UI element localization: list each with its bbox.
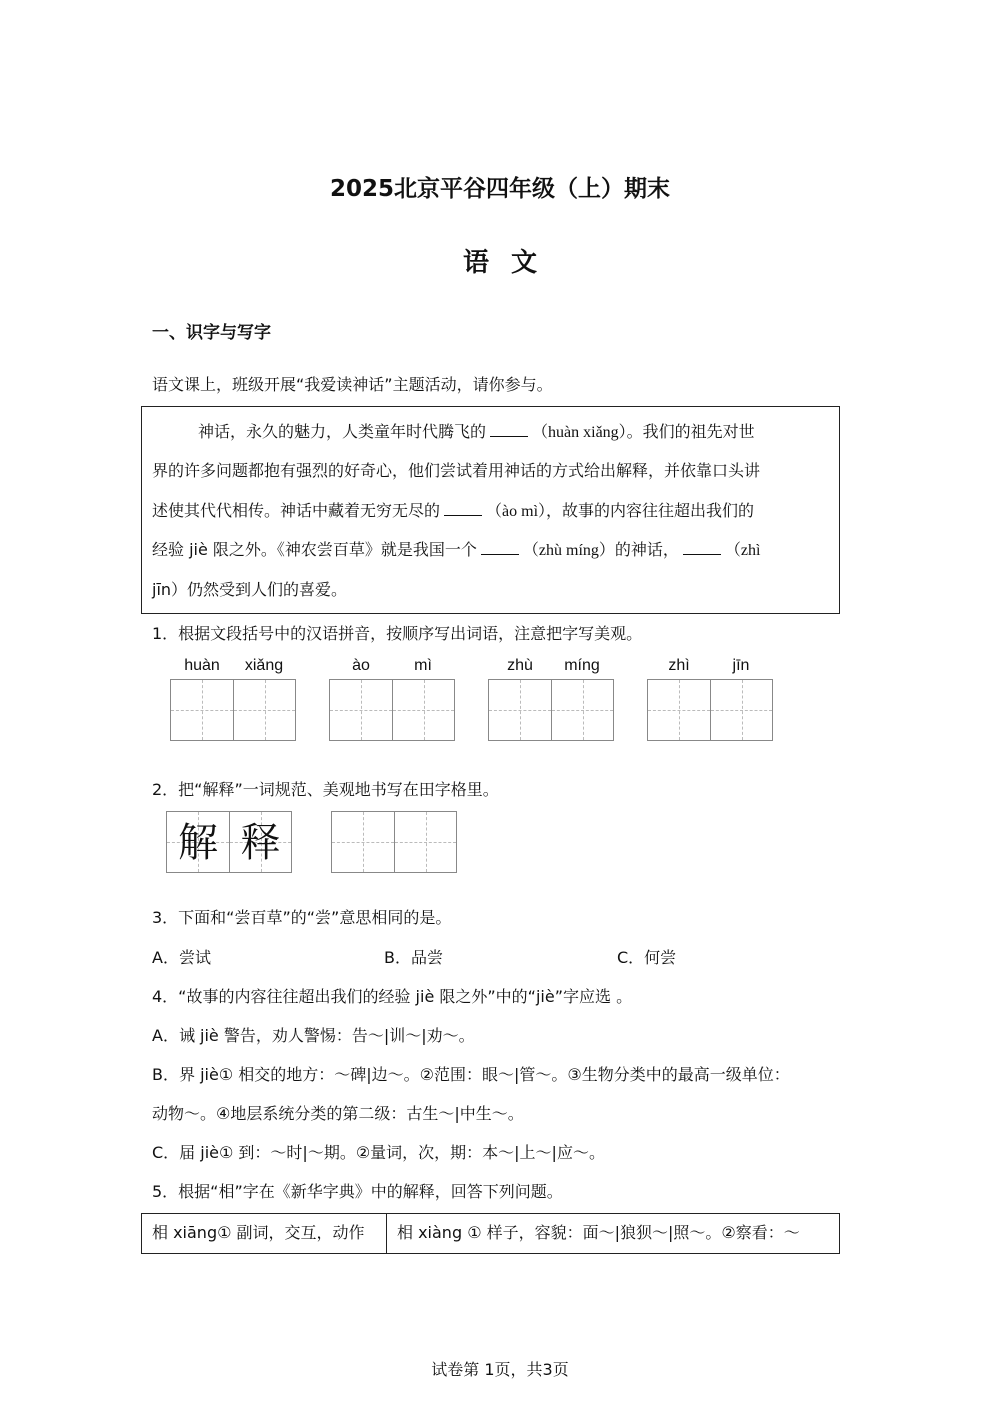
intro-text: 语文课上，班级开展“我爱读神话”主题活动，请你参与。 <box>152 375 553 394</box>
definition-cell: 相 xiāng① 副词，交互，动作 <box>142 1214 387 1253</box>
passage-box <box>141 406 840 614</box>
section-heading: 一、识字与写字 <box>152 323 271 343</box>
question-2: 2．把“解释”一词规范、美观地书写在田字格里。 <box>152 780 499 799</box>
passage-line: 界的许多问题都抱有强烈的好奇心，他们尝试着用神话的方式给出解释，并依靠口头讲 <box>152 461 761 480</box>
pinyin-label: míng <box>564 657 600 674</box>
grid-cell[interactable] <box>394 812 456 872</box>
grid-cell[interactable] <box>392 680 454 740</box>
page-title: 2025北京平谷四年级（上）期末 <box>329 176 670 202</box>
grid-cell <box>167 812 229 872</box>
answer-blank[interactable] <box>490 422 528 437</box>
option-c[interactable]: C．何尝 <box>617 948 677 967</box>
grid-cell <box>229 812 291 872</box>
passage-text: 经验 jiè 限之外。《神农尝百草》就是我国一个 <box>152 540 477 559</box>
grid-cell[interactable] <box>551 680 613 740</box>
option-b[interactable]: B．品尝 <box>384 948 443 967</box>
grid-cell[interactable] <box>233 680 295 740</box>
option-c[interactable]: C．届 jiè① 到：～时|～期。②量词，次，期：本～|上～|应～。 <box>152 1143 605 1162</box>
option-a[interactable]: A．尝试 <box>152 948 211 967</box>
answer-blank[interactable] <box>444 501 482 516</box>
passage-line <box>152 498 754 521</box>
question-5: 5．根据“相”字在《新华字典》中的解释，回答下列问题。 <box>152 1182 563 1201</box>
question-4: 4．“故事的内容往往超出我们的经验 jiè 限之外”中的“jiè”字应选 。 <box>152 987 633 1006</box>
answer-blank[interactable] <box>683 540 721 555</box>
pinyin-label: jīn <box>732 657 750 674</box>
sample-char: 解 <box>178 820 218 866</box>
passage-text: （zhù míng）的神话， <box>522 542 679 559</box>
passage-text: 述使其代代相传。神话中藏着无穷无尽的 <box>152 501 441 520</box>
definition-table <box>141 1213 840 1254</box>
grid-cell[interactable] <box>332 812 394 872</box>
grid-cell[interactable] <box>648 680 710 740</box>
passage-line <box>198 419 755 442</box>
writing-grid[interactable] <box>647 679 773 741</box>
pinyin-label: mì <box>414 657 432 674</box>
passage-line: jīn）仍然受到人们的喜爱。 <box>152 580 348 599</box>
page-footer: 试卷第 1页，共3页 <box>431 1360 569 1379</box>
pinyin-label: ào <box>352 657 370 674</box>
grid-cell[interactable] <box>171 680 233 740</box>
definition-cell: 相 xiàng ① 样子，容貌：面～|狼狈～|照～。②察看：～ <box>397 1223 800 1242</box>
sample-char: 释 <box>240 820 281 866</box>
pinyin-label: zhù <box>507 657 533 674</box>
pinyin-label: zhì <box>668 657 690 674</box>
passage-text: 神话，永久的魅力，人类童年时代腾飞的 <box>198 422 487 441</box>
writing-grid[interactable] <box>488 679 614 741</box>
passage-line <box>152 537 760 560</box>
writing-grid[interactable] <box>329 679 455 741</box>
option-b[interactable]: B．界 jiè① 相交的地方：～碑|边～。②范围：眼～|管～。③生物分类中的最高一级单位： <box>152 1065 790 1084</box>
writing-grid[interactable] <box>331 811 457 873</box>
subject-heading: 语文 <box>462 248 559 278</box>
option-a[interactable]: A．诫 jiè 警告，劝人警惕：告～|训～|劝～。 <box>152 1026 475 1045</box>
grid-cell[interactable] <box>710 680 772 740</box>
pinyin-label: huàn <box>184 657 220 674</box>
answer-blank[interactable] <box>481 540 519 555</box>
sample-grid <box>166 811 292 873</box>
grid-cell[interactable] <box>330 680 392 740</box>
option-b-continued: 动物～。④地层系统分类的第二级：古生～|中生～。 <box>152 1104 524 1123</box>
passage-text: （zhì <box>724 542 761 559</box>
grid-cell[interactable] <box>489 680 551 740</box>
question-1: 1．根据文段括号中的汉语拼音，按顺序写出词语，注意把字写美观。 <box>152 624 643 643</box>
passage-text: （huàn xiǎng）。我们的祖先对世 <box>532 424 755 441</box>
writing-grid[interactable] <box>170 679 296 741</box>
pinyin-label: xiǎng <box>244 657 284 674</box>
passage-text: （ào mì），故事的内容往往超出我们的 <box>486 503 755 520</box>
question-3: 3．下面和“尝百草”的“尝”意思相同的是。 <box>152 908 452 927</box>
